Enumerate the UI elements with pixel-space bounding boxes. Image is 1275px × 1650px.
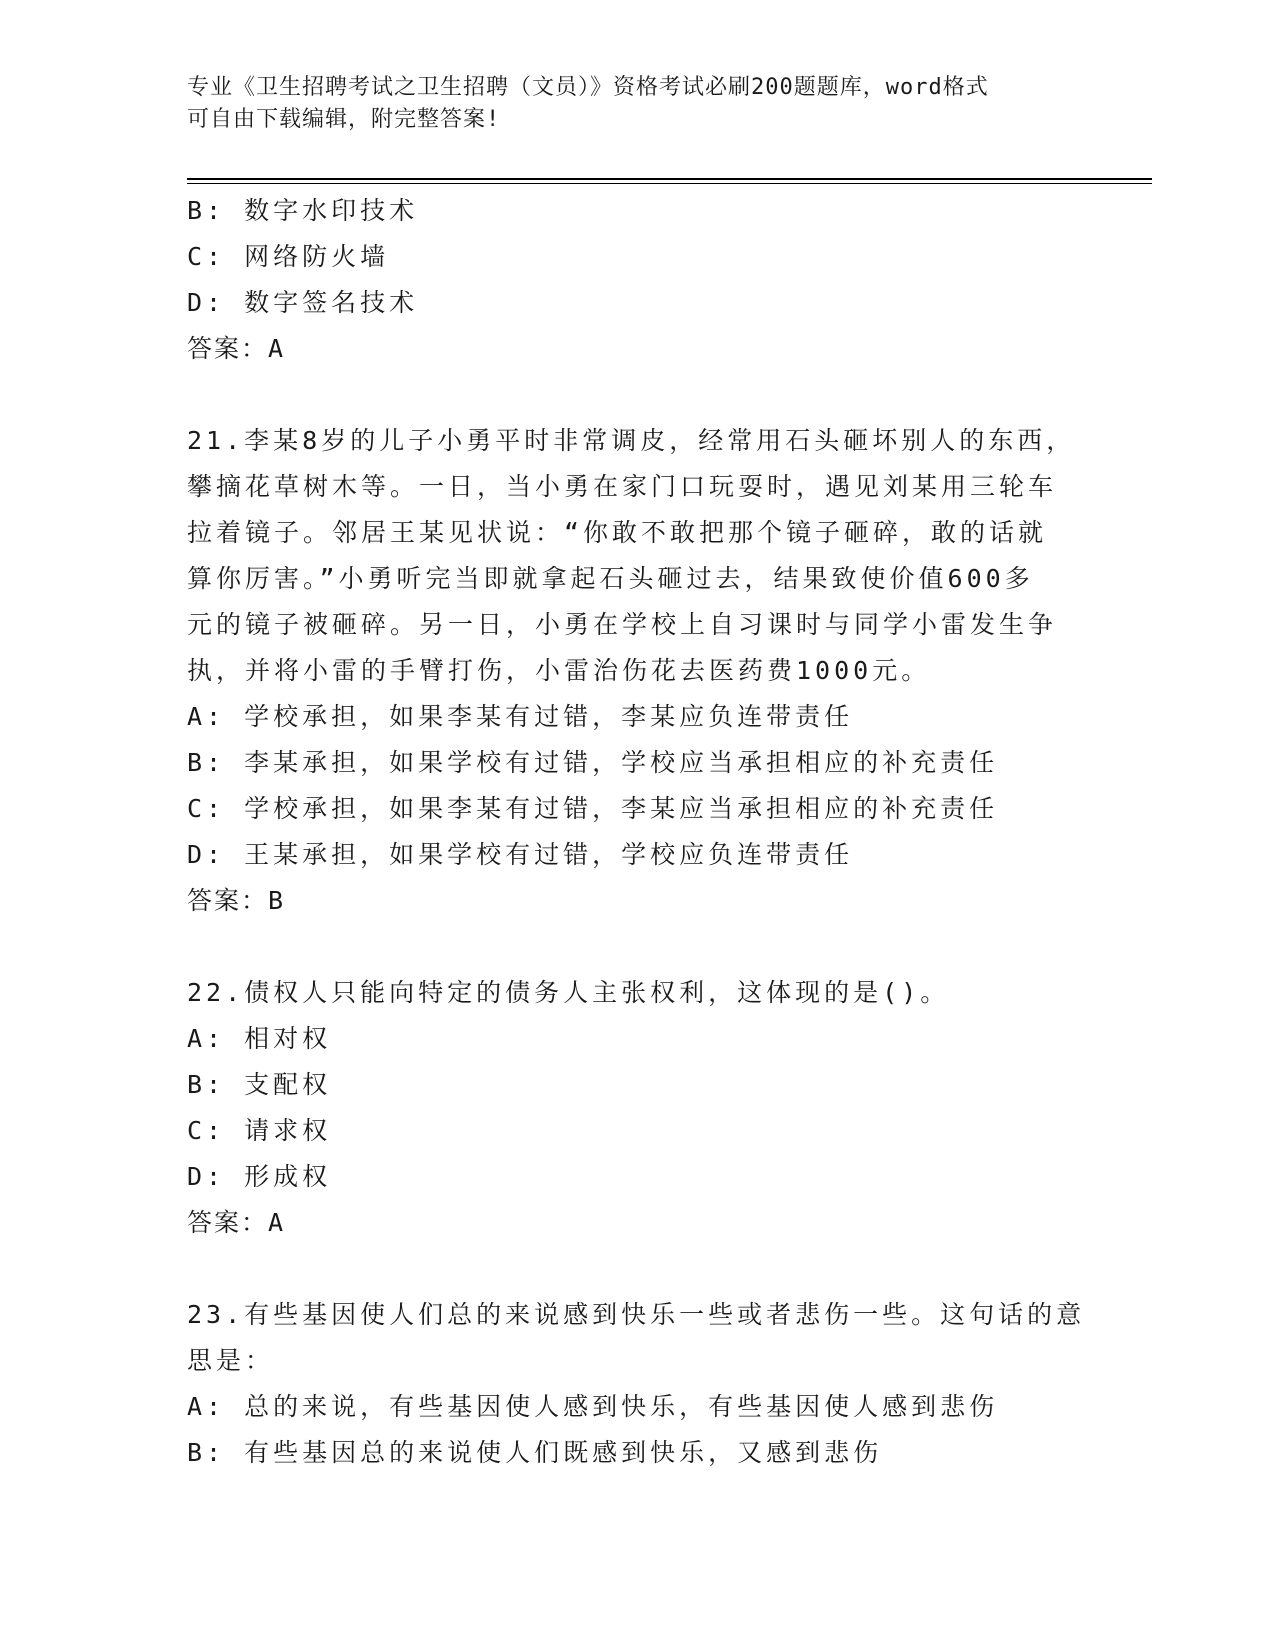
question-stem-line: 21.李某8岁的儿子小勇平时非常调皮，经常用石头砸坏别人的东西， (187, 426, 1076, 455)
header-divider-thin (187, 183, 1152, 184)
option-a: A: 相对权 (187, 1024, 332, 1053)
answer: 答案：A (187, 334, 286, 363)
document-body (187, 188, 1086, 1476)
answer: 答案：B (187, 886, 286, 915)
option-d: D: 形成权 (187, 1162, 332, 1191)
question-stem-line: 元的镜子被砸碎。另一日，小勇在学校上自习课时与同学小雷发生争 (187, 610, 1058, 639)
question-stem-line: 23.有些基因使人们总的来说感到快乐一些或者悲伤一些。这句话的意 (187, 1300, 1086, 1329)
document-header (187, 72, 1087, 136)
header-divider-thick (187, 178, 1152, 180)
question-stem-line: 执，并将小雷的手臂打伤，小雷治伤花去医药费1000元。 (187, 656, 931, 685)
spacer (187, 1246, 1067, 1292)
option-c: C: 网络防火墙 (187, 242, 390, 271)
header-line-1: 专业《卫生招聘考试之卫生招聘（文员）》资格考试必刷200题题库，word格式 (187, 75, 989, 100)
question-stem-line: 思是： (187, 1346, 275, 1375)
spacer (187, 372, 1067, 418)
option-b: B: 李某承担，如果学校有过错，学校应当承担相应的补充责任 (187, 748, 999, 777)
option-c: C: 请求权 (187, 1116, 332, 1145)
question-22 (187, 970, 1067, 1246)
option-d: D: 王某承担，如果学校有过错，学校应负连带责任 (187, 840, 854, 869)
option-b: B: 支配权 (187, 1070, 332, 1099)
header-line-2: 可自由下载编辑，附完整答案! (187, 107, 501, 132)
option-b: B: 数字水印技术 (187, 196, 419, 225)
question-21 (187, 418, 1076, 924)
question-23 (187, 1292, 1086, 1476)
question-stem-line: 攀摘花草树木等。一日，当小勇在家门口玩耍时，遇见刘某用三轮车 (187, 472, 1058, 501)
previous-question-tail (187, 188, 1067, 372)
question-stem-line: 算你厉害。”小勇听完当即就拿起石头砸过去，结果致使价值600多 (187, 564, 1034, 593)
option-d: D: 数字签名技术 (187, 288, 419, 317)
option-b: B: 有些基因总的来说使人们既感到快乐，又感到悲伤 (187, 1438, 883, 1467)
answer: 答案：A (187, 1208, 286, 1237)
option-a: A: 学校承担，如果李某有过错，李某应负连带责任 (187, 702, 854, 731)
spacer (187, 924, 1067, 970)
option-a: A: 总的来说，有些基因使人感到快乐，有些基因使人感到悲伤 (187, 1392, 999, 1421)
question-stem-line: 拉着镜子。邻居王某见状说：“你敢不敢把那个镜子砸碎，敢的话就 (187, 518, 1048, 547)
question-stem-line: 22.债权人只能向特定的债务人主张权利，这体现的是()。 (187, 978, 950, 1007)
option-c: C: 学校承担，如果李某有过错，李某应当承担相应的补充责任 (187, 794, 999, 823)
